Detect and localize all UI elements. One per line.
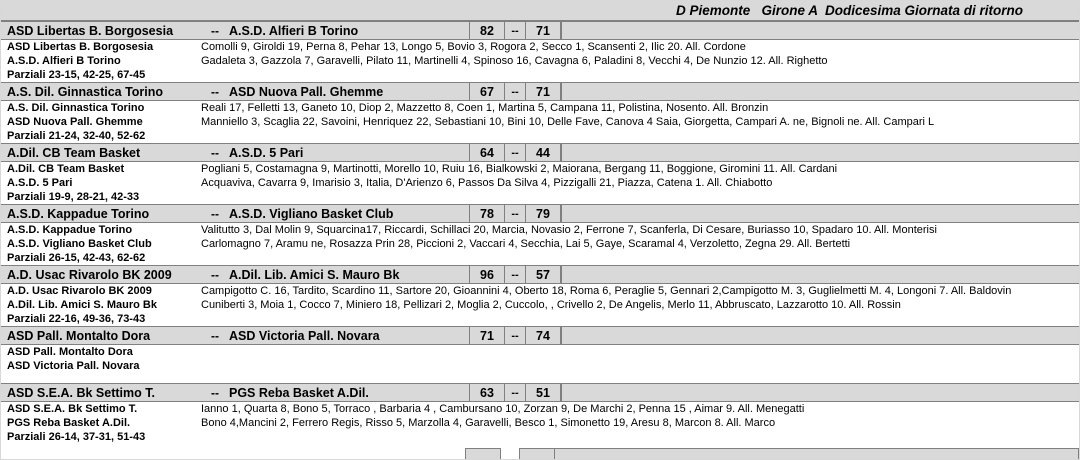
away-score: 51 [525,384,561,401]
away-score: 57 [525,266,561,283]
team-name: ASD Pall. Montalto Dora [7,346,133,358]
team-row [1,223,1079,237]
home-score: 63 [469,384,505,401]
match-title-row [1,383,1079,402]
team-players: Comolli 9, Giroldi 19, Perna 8, Pehar 13, Longo 5, Bovio 3, Rogora 2, Secco 1, Scansenti 2, Ilic 20. All. Cordone [201,41,746,53]
team-row [1,284,1079,298]
empty-row-tail [555,448,1079,460]
match-block [1,82,1079,143]
away-team-title: A.S.D. Vigliano Basket Club [229,206,394,221]
team-row [1,402,1079,416]
quarter-scores: Parziali 26-14, 37-31, 51-43 [7,431,146,443]
team-row [1,176,1079,190]
title-row-tail [561,83,1079,100]
team-players [201,359,1079,373]
team-row [1,298,1079,312]
team-players: Manniello 3, Scaglia 22, Savoini, Henriquez 22, Sebastiani 10, Bini 10, Delle Fave, Canova 4 Saia, Giorgetta, Campari A. ne, Bignoli ne. All. Campari L [201,116,935,128]
match-title-row [1,326,1079,345]
score-separator: -- [511,386,519,399]
home-team-title: A.Dil. CB Team Basket [7,145,141,160]
away-score: 44 [525,144,561,161]
team-players: Cuniberti 3, Moia 1, Cocco 7, Miniero 18, Pellizari 2, Moglia 2, Cuccolo, , Crivello 2, De Angelis, Merlo 11, Abbruscato, Lazzarotto 10. All. Rossin [201,299,901,311]
title-row-tail [561,205,1079,222]
match-title-row [1,204,1079,223]
team-row [1,115,1079,129]
score-separator: -- [511,85,519,98]
title-row-tail [561,384,1079,401]
page-header [1,1,1079,21]
quarter-scores: Parziali 22-16, 49-36, 73-43 [7,313,146,325]
score-separator: -- [511,268,519,281]
page-title: D Piemonte Girone A Dodicesima Giornata di ritorno [675,3,1023,18]
team-name: A.S. Dil. Ginnastica Torino [7,102,145,114]
match-block [1,143,1079,204]
versus-dash: -- [211,23,219,38]
team-players: Acquaviva, Cavarra 9, Imarisio 3, Italia, D'Arienzo 6, Passos Da Silva 4, Pizzigalli 21, Piazza, Catena 1. All. Chiabotto [201,177,773,189]
home-team-title: ASD Pall. Montalto Dora [7,328,151,343]
quarter-scores: Parziali 23-15, 42-25, 67-45 [7,69,146,81]
team-players: Carlomagno 7, Aramu ne, Rosazza Prin 28, Piccioni 2, Vaccari 4, Secchia, Lai 5, Gaye, Scaramal 4, Verzoletto, Zegna 29. All. Bertetti [201,238,851,250]
versus-dash: -- [211,145,219,160]
team-players [201,345,1079,359]
team-name: PGS Reba Basket A.Dil. [7,417,131,429]
team-name: A.D. Usac Rivarolo BK 2009 [7,285,152,297]
team-players: Gadaleta 3, Gazzola 7, Garavelli, Pilato 11, Martinelli 4, Spinoso 16, Cavagna 6, Paladini 8, Vecchi 4, De Nunzio 12. All. Righetto [201,55,828,67]
empty-away-score-box [519,448,555,460]
match-list [1,21,1079,460]
team-players: Campigotto C. 16, Tardito, Scardino 11, Sartore 20, Gioannini 4, Oberto 18, Roma 6, Peraglie 5, Gennari 2,Campigotto M. 3, Guglielmetti M. 4, Longoni 7. All. Baldovin [201,285,1012,297]
match-block [1,265,1079,326]
match-title-row [1,143,1079,162]
home-score: 71 [469,327,505,344]
team-row [1,40,1079,54]
team-players: Valitutto 3, Dal Molin 9, Squarcina17, Riccardi, Schillaci 20, Marcia, Novasio 2, Ferrone 7, Scanferla, Di Cesare, Buriasso 10, Spadaro 10. All. Monterisi [201,224,937,236]
quarter-scores: Parziali 19-9, 28-21, 42-33 [7,191,140,203]
title-row-tail [561,327,1079,344]
team-players: Ianno 1, Quarta 8, Bono 5, Torraco , Barbaria 4 , Cambursano 10, Zorzan 9, De Marchi 2, Penna 15 , Aimar 9. All. Menegatti [201,403,805,415]
team-name: A.Dil. Lib. Amici S. Mauro Bk [7,299,157,311]
team-row [1,162,1079,176]
empty-score-gap [501,448,519,460]
versus-dash: -- [211,328,219,343]
team-name: ASD Libertas B. Borgosesia [7,41,154,53]
team-row [1,237,1079,251]
team-name: ASD S.E.A. Bk Settimo T. [7,403,138,415]
away-team-title: ASD Nuova Pall. Ghemme [229,84,384,99]
match-title-row [1,82,1079,101]
team-name: A.S.D. Kappadue Torino [7,224,133,236]
home-score: 67 [469,83,505,100]
score-separator: -- [511,329,519,342]
quarter-scores: Parziali 21-24, 32-40, 52-62 [7,130,146,142]
away-score: 74 [525,327,561,344]
away-score: 79 [525,205,561,222]
away-team-title: A.S.D. Alfieri B Torino [229,23,359,38]
home-team-title: A.S. Dil. Ginnastica Torino [7,84,164,99]
team-row [1,345,1079,359]
empty-row-pad [1,448,465,460]
home-team-title: ASD S.E.A. Bk Settimo T. [7,385,155,400]
team-name: ASD Nuova Pall. Ghemme [7,116,143,128]
team-name: A.S.D. Vigliano Basket Club [7,238,152,250]
match-title-row [1,21,1079,40]
home-team-title: A.S.D. Kappadue Torino [7,206,150,221]
away-team-title: ASD Victoria Pall. Novara [229,328,380,343]
team-row [1,416,1079,430]
team-players: Reali 17, Felletti 13, Ganeto 10, Diop 2, Mazzetto 8, Coen 1, Martina 5, Campana 11, Polistina, Nosento. All. Bronzin [201,102,769,114]
match-title-row [1,265,1079,284]
versus-dash: -- [211,385,219,400]
team-name: ASD Victoria Pall. Novara [7,360,140,372]
block-spacer [1,373,1079,383]
away-team-title: A.Dil. Lib. Amici S. Mauro Bk [229,267,400,282]
away-team-title: A.S.D. 5 Pari [229,145,304,160]
empty-home-score-box [465,448,501,460]
away-score: 71 [525,22,561,39]
title-row-tail [561,22,1079,39]
title-row-tail [561,266,1079,283]
home-team-title: A.D. Usac Rivarolo BK 2009 [7,267,172,282]
team-players: Bono 4,Mancini 2, Ferrero Regis, Risso 5, Marzolla 4, Garavelli, Besco 1, Simonetto 19, Aresu 8, Marcon 8. All. Marco [201,417,776,429]
empty-score-row [1,448,1079,460]
home-team-title: ASD Libertas B. Borgosesia [7,23,174,38]
team-row [1,359,1079,373]
score-separator: -- [511,146,519,159]
away-team-title: PGS Reba Basket A.Dil. [229,385,369,400]
away-score: 71 [525,83,561,100]
home-score: 96 [469,266,505,283]
versus-dash: -- [211,267,219,282]
score-separator: -- [511,207,519,220]
team-row [1,54,1079,68]
score-separator: -- [511,24,519,37]
home-score: 64 [469,144,505,161]
versus-dash: -- [211,206,219,221]
match-block [1,326,1079,383]
team-name: A.S.D. 5 Pari [7,177,73,189]
team-row [1,101,1079,115]
home-score: 82 [469,22,505,39]
match-block [1,204,1079,265]
team-name: A.Dil. CB Team Basket [7,163,125,175]
match-block [1,21,1079,82]
team-name: A.S.D. Alfieri B Torino [7,55,121,67]
versus-dash: -- [211,84,219,99]
home-score: 78 [469,205,505,222]
quarter-scores: Parziali 26-15, 42-43, 62-62 [7,252,146,264]
title-row-tail [561,144,1079,161]
match-block [1,383,1079,444]
team-players: Pogliani 5, Costamagna 9, Martinotti, Morello 10, Ruiu 16, Bialkowski 2, Maiorana, Bergang 11, Boggione, Giromini 11. All. Cardani [201,163,838,175]
